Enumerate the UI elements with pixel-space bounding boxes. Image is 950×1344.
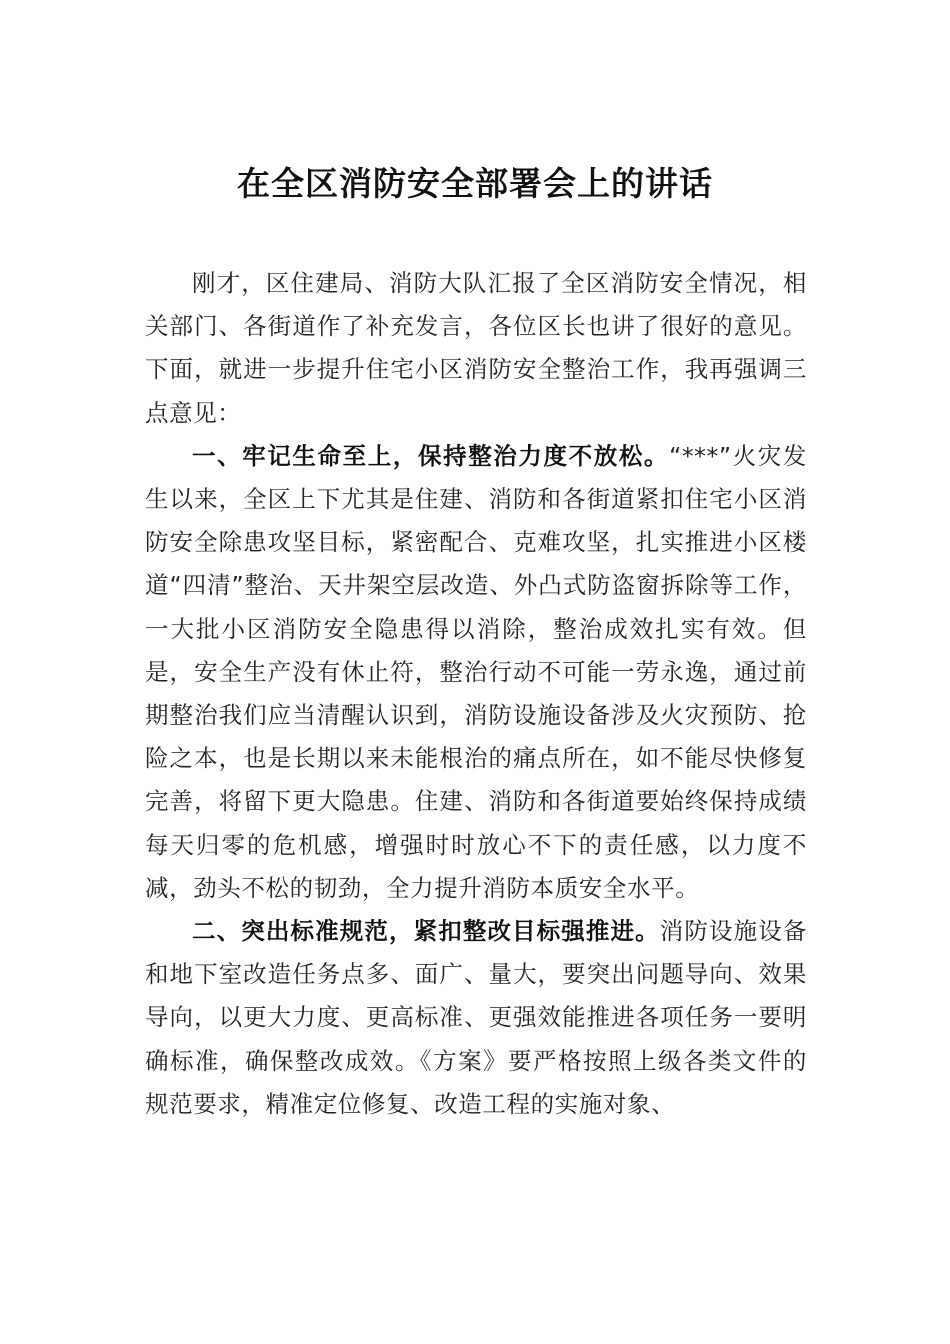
paragraph-text: 刚才，区住建局、消防大队汇报了全区消防安全情况，相关部门、各街道作了补充发言，各位区长也讲了很好的意见。下面，就进一步提升住宅小区消防安全整治工作，我再强调三点意见： — [145, 269, 807, 427]
paragraph-point-one — [145, 435, 807, 910]
paragraph-heading: 一、牢记生命至上，保持整治力度不放松。 — [192, 441, 670, 470]
paragraph-text: “***”火灾发生以来，全区上下尤其是住建、消防和各街道紧扣住宅小区消防安全除患攻坚目标，紧密配合、克难攻坚，扎实推进小区楼道“四清”整治、天井架空层改造、外凸式防盗窗拆除等工作，一大批小区消防安全隐患得以消除，整治成效扎实有效。但是，安全生产没有休止符，整治行动不可能一劳永逸，通过前期整治我们应当清醒认识到，消防设施设备涉及火灾预防、抢险之本，也是长期以来未能根治的痛点所在，如不能尽快修复完善，将留下更大隐患。住建、消防和各街道要始终保持成绩每天归零的危机感，增强时时放心不下的责任感，以力度不减，劲头不松的韧劲，全力提升消防本质安全水平。 — [145, 441, 807, 902]
paragraph-intro — [145, 262, 807, 435]
paragraph-heading: 二、突出标准规范，紧扣整改目标强推进。 — [192, 917, 660, 946]
paragraph-text: 消防设施设备和地下室改造任务点多、面广、量大，要突出问题导向、效果导向，以更大力度、更高标准、更强效能推进各项任务一要明确标准，确保整改成效。《方案》要严格按照上级各类文件的规范要求，精准定位修复、改造工程的实施对象、 — [145, 917, 807, 1118]
document-body — [145, 262, 807, 1126]
paragraph-point-two — [145, 910, 807, 1126]
document-title: 在全区消防安全部署会上的讲话 — [237, 164, 713, 203]
